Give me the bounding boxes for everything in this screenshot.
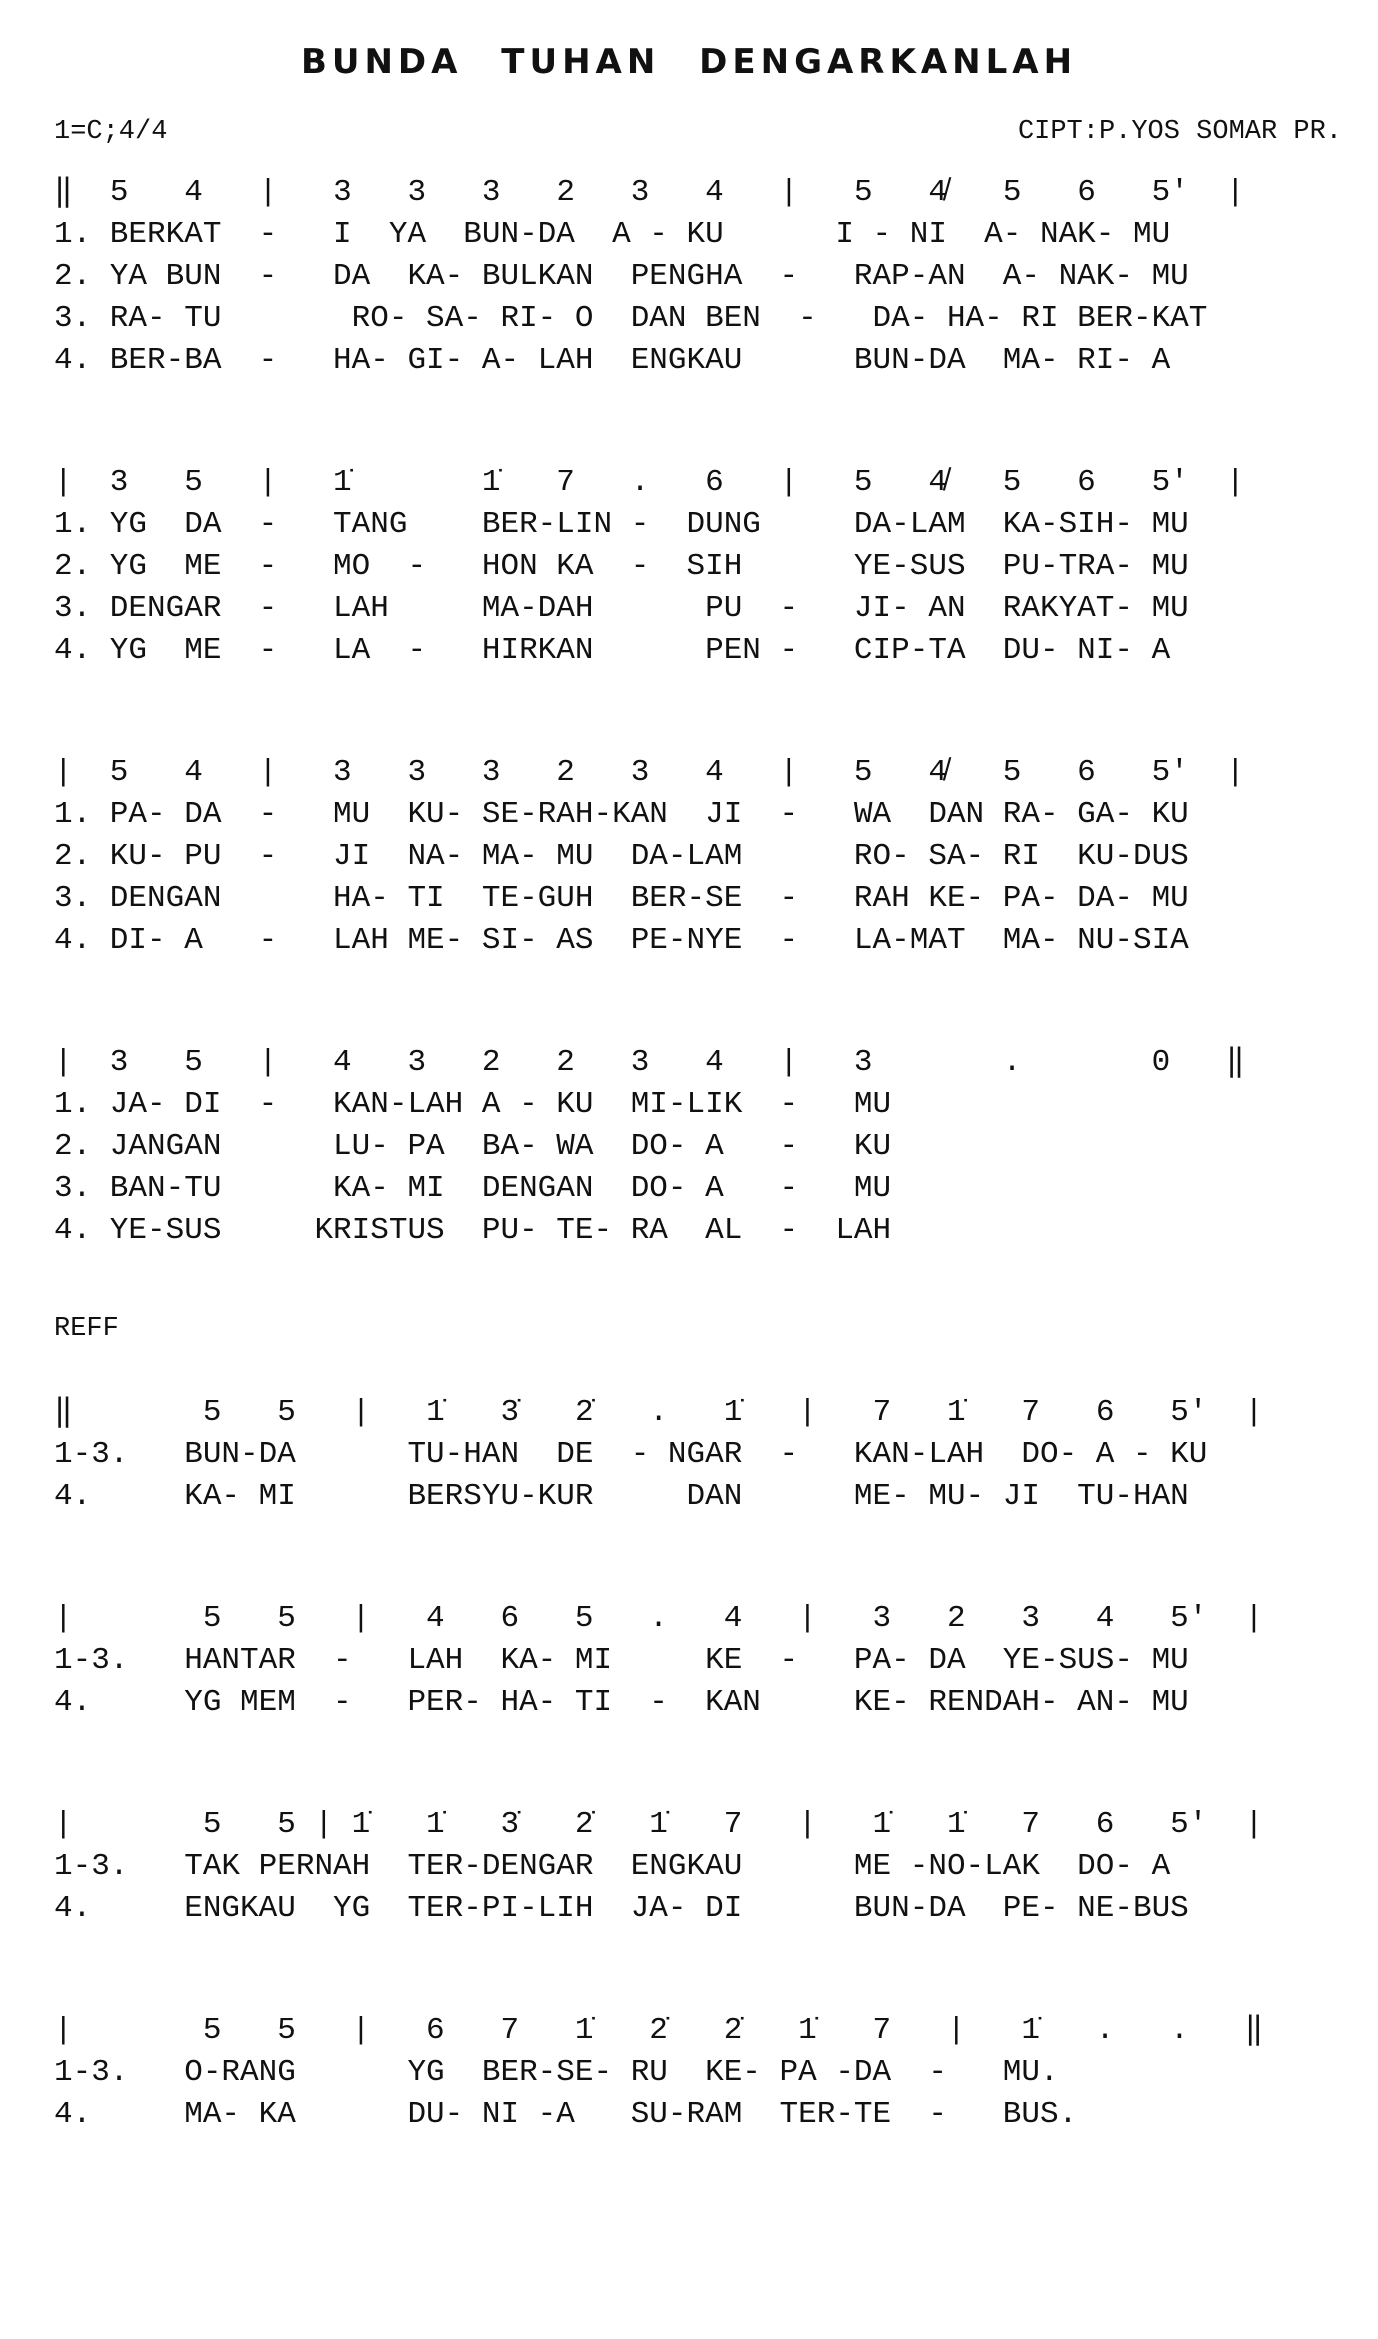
verse-system-2 <box>54 462 1263 672</box>
song-title: BUNDA TUHAN DENGARKANLAH <box>300 42 1078 82</box>
lyric-line: 1-3. BUN-DA TU-HAN DE - NGAR - KAN-LAH DO- A - KU <box>54 1437 1208 1472</box>
lyric-line: 4. YE-SUS KRISTUS PU- TE- RA AL - LAH <box>54 1213 892 1248</box>
lyric-line: 1. BERKAT - I YA BUN-DA A - KU I - NI A- NAK- MU <box>54 217 1171 252</box>
lyric-line: 4. YG ME - LA - HIRKAN PEN - CIP-TA DU- NI- A <box>54 633 1171 668</box>
lyric-line: 4. KA- MI BERSYU-KUR DAN ME- MU- JI TU-HAN <box>54 1479 1189 1514</box>
lyric-line: 1. PA- DA - MU KU- SE-RAH-KAN JI - WA DAN RA- GA- KU <box>54 797 1189 832</box>
reff-system-2 <box>54 1598 1263 1724</box>
lyric-line: 2. YA BUN - DA KA- BULKAN PENGHA - RAP-AN A- NAK- MU <box>54 259 1189 294</box>
lyric-line: 3. BAN-TU KA- MI DENGAN DO- A - MU <box>54 1171 892 1206</box>
lyric-line: 3. RA- TU RO- SA- RI- O DAN BEN - DA- HA- RI BER-KAT <box>54 301 1208 336</box>
verse-system-3 <box>54 752 1263 962</box>
lyric-line: 1-3. HANTAR - LAH KA- MI KE - PA- DA YE-SUS- MU <box>54 1643 1189 1678</box>
notation-line: | 5 4 | 3 3 3 2 3 4 | 5 4̸ 5 6 5' | <box>54 755 1245 790</box>
lyric-line: 4. DI- A - LAH ME- SI- AS PE-NYE - LA-MAT MA- NU-SIA <box>54 923 1189 958</box>
lyric-line: 2. JANGAN LU- PA BA- WA DO- A - KU <box>54 1129 892 1164</box>
notation-line: | 5 5 | 6 7 1̇ 2̇ 2̇ 1̇ 7 | 1̇ . . ‖ <box>54 2013 1264 2048</box>
notation-line: ‖ 5 5 | 1̇ 3̇ 2̇ . 1̇ | 7 1̇ 7 6 5' | <box>54 1395 1264 1430</box>
notation-line: | 5 5 | 1̇ 1̇ 3̇ 2̇ 1̇ 7 | 1̇ 1̇ 7 6 5' | <box>54 1807 1264 1842</box>
score <box>54 172 1263 2136</box>
composer-credit: CIPT:P.YOS SOMAR PR. <box>1017 117 1342 147</box>
reff-system-3 <box>54 1804 1263 1930</box>
verse-system-1 <box>54 172 1263 382</box>
reff-label: REFF <box>54 1314 119 1344</box>
notation-line: | 3 5 | 4 3 2 2 3 4 | 3 . 0 ‖ <box>54 1045 1245 1080</box>
lyric-line: 1-3. TAK PERNAH TER-DENGAR ENGKAU ME -NO-LAK DO- A <box>54 1849 1171 1884</box>
lyric-line: 4. YG MEM - PER- HA- TI - KAN KE- RENDAH- AN- MU <box>54 1685 1189 1720</box>
lyric-line: 4. BER-BA - HA- GI- A- LAH ENGKAU BUN-DA MA- RI- A <box>54 343 1171 378</box>
lyric-line: 4. ENGKAU YG TER-PI-LIH JA- DI BUN-DA PE- NE-BUS <box>54 1891 1189 1926</box>
key-signature: 1=C;4/4 <box>54 117 168 147</box>
lyric-line: 1. JA- DI - KAN-LAH A - KU MI-LIK - MU <box>54 1087 892 1122</box>
lyric-line: 1-3. O-RANG YG BER-SE- RU KE- PA -DA - MU. <box>54 2055 1059 2090</box>
reff-system-4 <box>54 2010 1263 2136</box>
lyric-line: 3. DENGAN HA- TI TE-GUH BER-SE - RAH KE- PA- DA- MU <box>54 881 1189 916</box>
reff-system-1 <box>54 1392 1263 1518</box>
verse-system-4 <box>54 1042 1263 1252</box>
notation-line: | 3 5 | 1̇ 1̇ 7 . 6 | 5 4̸ 5 6 5' | <box>54 465 1245 500</box>
lyric-line: 2. KU- PU - JI NA- MA- MU DA-LAM RO- SA- RI KU-DUS <box>54 839 1189 874</box>
lyric-line: 4. MA- KA DU- NI -A SU-RAM TER-TE - BUS. <box>54 2097 1078 2132</box>
lyric-line: 2. YG ME - MO - HON KA - SIH YE-SUS PU-TRA- MU <box>54 549 1189 584</box>
lyric-line: 1. YG DA - TANG BER-LIN - DUNG DA-LAM KA-SIH- MU <box>54 507 1189 542</box>
notation-line: | 5 5 | 4 6 5 . 4 | 3 2 3 4 5' | <box>54 1601 1264 1636</box>
notation-line: ‖ 5 4 | 3 3 3 2 3 4 | 5 4̸ 5 6 5' | <box>54 175 1245 210</box>
lyric-line: 3. DENGAR - LAH MA-DAH PU - JI- AN RAKYAT- MU <box>54 591 1189 626</box>
